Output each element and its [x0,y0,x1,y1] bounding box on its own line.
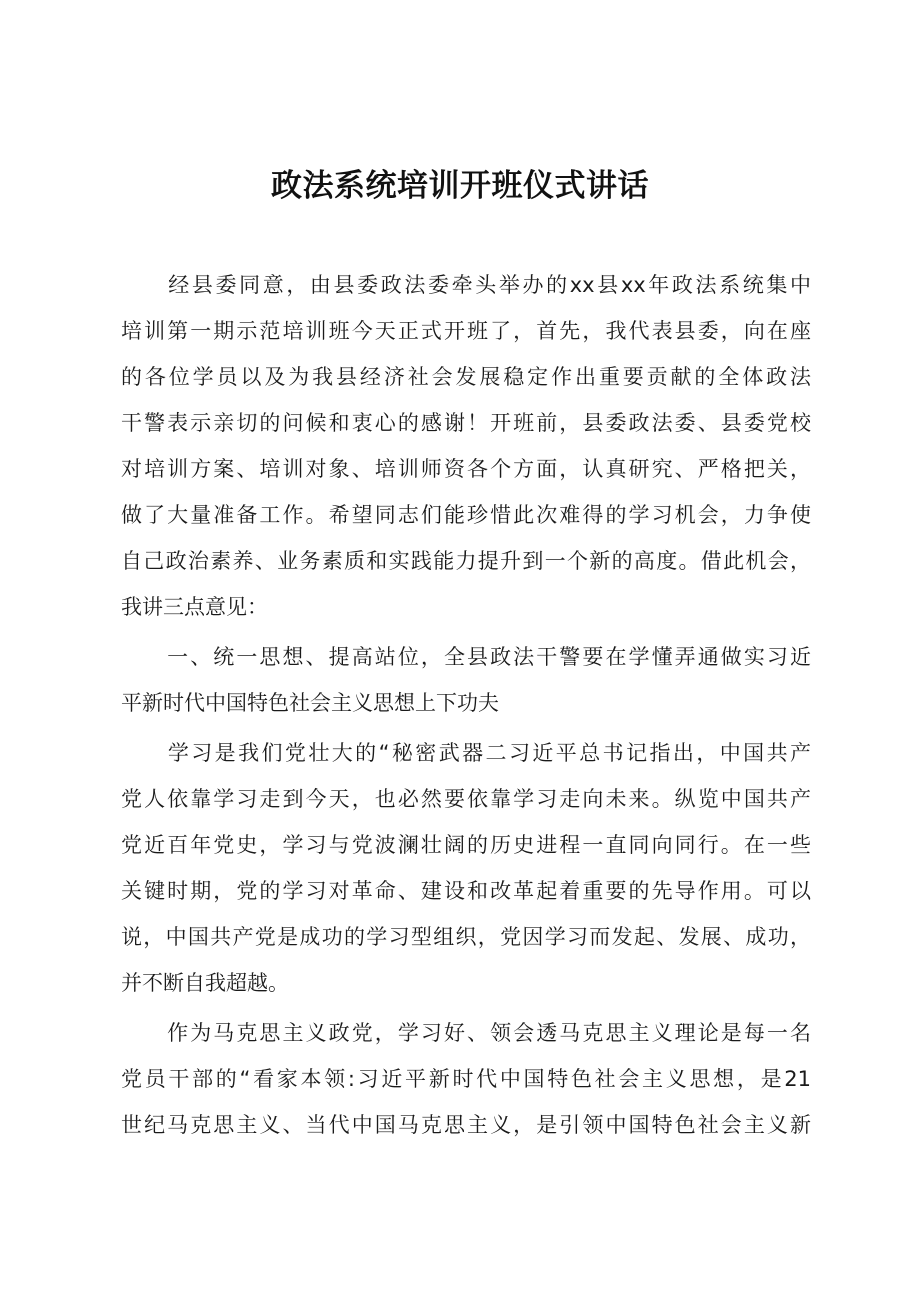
text-line: 党近百年党史，学习与党波澜壮阔的历史进程一直同向同行。在一些 [121,833,811,857]
text-line: 的各位学员以及为我县经济社会发展稳定作出重要贡献的全体政法 [121,365,811,389]
text-line: 一、统一思想、提高站位，全县政法干警要在学懂弄通做实习近 [121,645,811,669]
text-line: 平新时代中国特色社会主义思想上下功夫 [121,691,499,715]
text-line: 自己政治素养、业务素质和实践能力提升到一个新的高度。借此机会， [121,549,811,573]
paragraph-2 [121,634,811,726]
text-line: 学习是我们党壮大的“秘密武器二习近平总书记指出，中国共产 [121,741,811,765]
paragraph-4 [121,1010,811,1148]
paragraph-3 [121,730,811,1006]
text-line: 说，中国共产党是成功的学习型组织，党因学习而发起、发展、成功， [121,925,811,949]
text-line: 培训第一期示范培训班今天正式开班了，首先，我代表县委，向在座 [121,319,811,343]
text-line: 关键时期，党的学习对革命、建设和改革起着重要的先导作用。可以 [121,879,811,903]
text-line: 经县委同意，由县委政法委牵头举办的xx县xx年政法系统集中 [121,273,811,297]
document-body [121,262,811,1148]
text-line: 对培训方案、培训对象、培训师资各个方面，认真研究、严格把关， [121,457,811,481]
text-line: 做了大量准备工作。希望同志们能珍惜此次难得的学习机会，力争使 [121,503,811,527]
text-line: 党人依靠学习走到今天，也必然要依靠学习走向未来。纵览中国共产 [121,787,811,811]
text-line: 干警表示亲切的问候和衷心的感谢！开班前，县委政法委、县委党校 [121,411,811,435]
paragraph-1 [121,262,811,630]
text-line: 世纪马克思主义、当代中国马克思主义，是引领中国特色社会主义新 [121,1113,811,1137]
text-line: 党员干部的“看家本领:习近平新时代中国特色社会主义思想，是21 [121,1067,811,1091]
document-title: 政法系统培训开班仪式讲话 [271,168,649,204]
text-line: 我讲三点意见： [121,595,268,619]
text-line: 并不断自我超越。 [121,971,289,995]
text-line: 作为马克思主义政党，学习好、领会透马克思主义理论是每一名 [121,1021,811,1045]
